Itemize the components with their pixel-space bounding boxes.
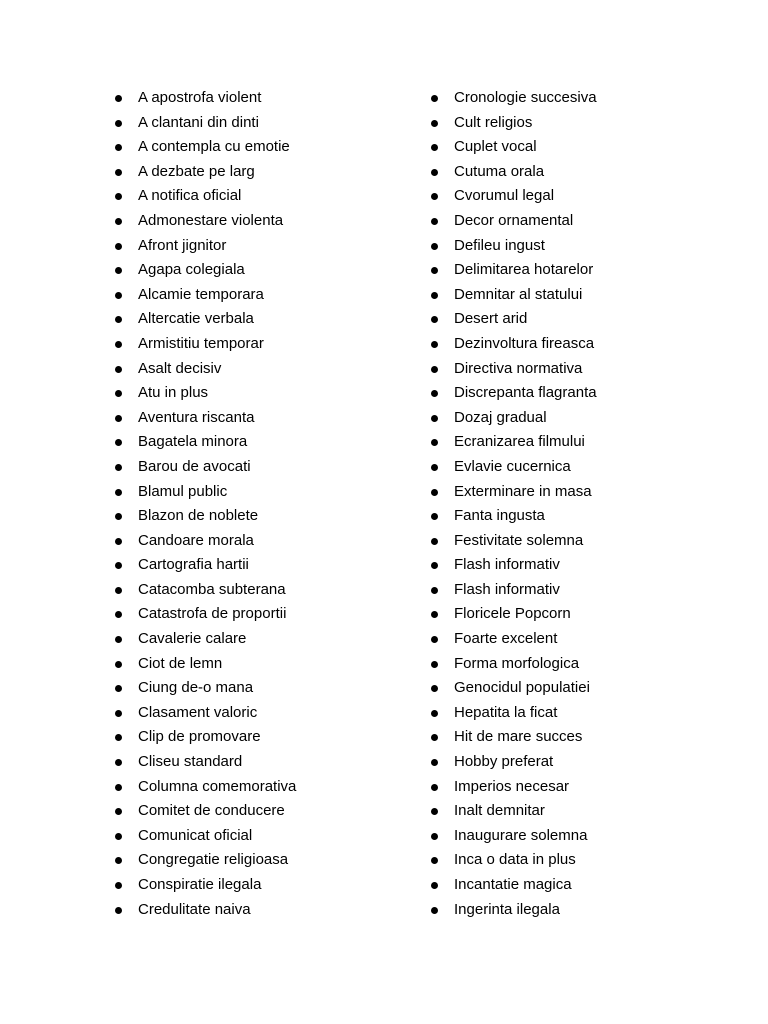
list-item (428, 135, 728, 160)
bullet-icon (115, 710, 122, 717)
bullet-icon (431, 267, 438, 274)
list-item (112, 578, 412, 603)
list-item (112, 209, 412, 234)
list-item-text: Hit de mare succes (454, 728, 583, 746)
list-item-text: Floricele Popcorn (454, 605, 571, 623)
list-item-text: Credulitate naiva (138, 900, 251, 918)
list-item (428, 873, 728, 898)
list-item (112, 307, 412, 332)
list-item (428, 258, 728, 283)
bullet-icon (115, 636, 122, 643)
list-item (428, 430, 728, 455)
list-item-text: Fanta ingusta (454, 507, 545, 525)
list-item-text: Ciot de lemn (138, 654, 223, 672)
list-item (112, 725, 412, 750)
list-item (428, 602, 728, 627)
bullet-icon (115, 907, 122, 914)
list-item (428, 848, 728, 873)
list-item-text: Clip de promovare (138, 728, 261, 746)
bullet-icon (431, 636, 438, 643)
bullet-icon (431, 120, 438, 127)
bullet-icon (431, 882, 438, 889)
list-item (428, 775, 728, 800)
list-item-text: Comunicat oficial (138, 826, 253, 844)
list-item (112, 529, 412, 554)
list-item (112, 184, 412, 209)
list-item (112, 160, 412, 185)
list-item (428, 480, 728, 505)
bullet-icon (115, 833, 122, 840)
list-item-text: Ciung de-o mana (138, 679, 254, 697)
list-item (112, 135, 412, 160)
list-item-text: Blazon de noblete (138, 507, 259, 525)
list-item (428, 283, 728, 308)
list-item-text: Barou de avocati (138, 457, 251, 475)
bullet-icon (115, 538, 122, 545)
list-item-text: Decor ornamental (454, 211, 574, 229)
list-item-text: Exterminare in masa (454, 482, 592, 500)
list-item (428, 652, 728, 677)
list-item-text: Cartografia hartii (138, 556, 249, 574)
bullet-icon (431, 661, 438, 668)
list-item (112, 824, 412, 849)
list-item-text: Hobby preferat (454, 753, 554, 771)
bullet-icon (115, 120, 122, 127)
list-item-text: Defileu ingust (454, 236, 545, 254)
list-item-text: Candoare morala (138, 531, 254, 549)
list-item (112, 504, 412, 529)
list-item (112, 898, 412, 923)
bullet-icon (431, 538, 438, 545)
list-item-text: Atu in plus (138, 384, 209, 402)
bullet-icon (115, 734, 122, 741)
list-item-text: Genocidul populatiei (454, 679, 590, 697)
bullet-icon (431, 587, 438, 594)
list-item-text: Altercatie verbala (138, 310, 254, 328)
list-item (428, 824, 728, 849)
list-item-text: Dezinvoltura fireasca (454, 334, 595, 352)
list-item-text: Alcamie temporara (138, 285, 264, 303)
bullet-icon (115, 808, 122, 815)
list-item-text: Hepatita la ficat (454, 703, 558, 721)
bullet-icon (431, 489, 438, 496)
list-item (428, 234, 728, 259)
bullet-icon (115, 193, 122, 200)
list-item (428, 332, 728, 357)
list-item-text: Discrepanta flagranta (454, 384, 597, 402)
bullet-icon (115, 316, 122, 323)
bullet-icon (431, 833, 438, 840)
bullet-icon (431, 243, 438, 250)
bullet-icon (431, 734, 438, 741)
list-item (112, 602, 412, 627)
list-item-text: Flash informativ (454, 580, 560, 598)
list-item-text: Ecranizarea filmului (454, 433, 585, 451)
list-item-text: A clantani din dinti (138, 113, 259, 131)
bullet-icon (431, 907, 438, 914)
list-item (428, 455, 728, 480)
list-item (428, 86, 728, 111)
bullet-icon (115, 857, 122, 864)
bullet-icon (431, 95, 438, 102)
list-item-text: A notifica oficial (138, 187, 242, 205)
list-item-text: Cliseu standard (138, 753, 243, 771)
bullet-icon (431, 292, 438, 299)
list-item (112, 258, 412, 283)
list-item (112, 676, 412, 701)
bullet-icon (115, 169, 122, 176)
list-item-text: Festivitate solemna (454, 531, 584, 549)
bullet-icon (115, 611, 122, 618)
bullet-icon (115, 587, 122, 594)
bullet-icon (431, 366, 438, 373)
bullet-icon (431, 464, 438, 471)
bullet-icon (431, 611, 438, 618)
bullet-icon (431, 710, 438, 717)
bullet-icon (431, 316, 438, 323)
bullet-icon (115, 513, 122, 520)
bullet-icon (431, 439, 438, 446)
list-item (428, 209, 728, 234)
bullet-icon (431, 808, 438, 815)
list-item-text: A dezbate pe larg (138, 162, 255, 180)
list-item-text: Imperios necesar (454, 777, 570, 795)
bullet-icon (431, 759, 438, 766)
bullet-icon (115, 95, 122, 102)
bullet-icon (431, 685, 438, 692)
list-item (428, 381, 728, 406)
bullet-icon (431, 390, 438, 397)
list-item (428, 529, 728, 554)
list-item (428, 111, 728, 136)
list-item (112, 775, 412, 800)
list-item (428, 504, 728, 529)
list-item-text: Afront jignitor (138, 236, 227, 254)
list-item (428, 406, 728, 431)
list-item-text: A apostrofa violent (138, 89, 262, 106)
list-item (112, 332, 412, 357)
list-item-text: Cvorumul legal (454, 187, 555, 205)
list-item (112, 283, 412, 308)
list-item (112, 455, 412, 480)
list-item (428, 553, 728, 578)
list-item (428, 357, 728, 382)
bullet-icon (115, 341, 122, 348)
bullet-icon (115, 366, 122, 373)
list-item (428, 750, 728, 775)
list-item-text: Ingerinta ilegala (454, 900, 560, 918)
list-item-text: Blamul public (138, 482, 228, 500)
list-item-text: Inca o data in plus (454, 851, 576, 869)
list-item-text: Cronologie succesiva (454, 89, 597, 106)
bullet-icon (431, 857, 438, 864)
list-item-text: Armistitiu temporar (138, 334, 264, 352)
list-item-text: A contempla cu emotie (138, 138, 290, 156)
bullet-icon (115, 759, 122, 766)
list-item (428, 627, 728, 652)
bullet-icon (115, 661, 122, 668)
list-item (112, 406, 412, 431)
list-item-text: Cutuma orala (454, 162, 545, 180)
list-item-text: Columna comemorativa (138, 777, 297, 795)
list-item (428, 578, 728, 603)
list-item-text: Evlavie cucernica (454, 457, 571, 475)
bullet-icon (431, 513, 438, 520)
bullet-list-left (112, 86, 412, 922)
list-item-text: Incantatie magica (454, 876, 572, 893)
list-item-text: Agapa colegiala (138, 261, 245, 279)
bullet-icon (115, 464, 122, 471)
list-item-text: Inalt demnitar (454, 802, 545, 820)
bullet-icon (115, 439, 122, 446)
list-item (112, 234, 412, 259)
list-item (428, 725, 728, 750)
list-item-text: Dozaj gradual (454, 408, 547, 426)
bullet-icon (115, 784, 122, 791)
list-item (112, 553, 412, 578)
list-item (112, 848, 412, 873)
list-item (112, 381, 412, 406)
list-item-text: Cuplet vocal (454, 138, 537, 156)
list-item-text: Asalt decisiv (138, 359, 222, 377)
bullet-icon (115, 144, 122, 151)
list-item (112, 701, 412, 726)
list-item (112, 111, 412, 136)
bullet-icon (115, 218, 122, 225)
bullet-icon (115, 882, 122, 889)
bullet-list-right (428, 86, 728, 922)
bullet-icon (431, 193, 438, 200)
list-item (112, 430, 412, 455)
bullet-icon (431, 218, 438, 225)
list-item-text: Desert arid (454, 310, 528, 328)
bullet-icon (115, 685, 122, 692)
list-item (112, 357, 412, 382)
list-item (428, 898, 728, 923)
bullet-icon (431, 144, 438, 151)
bullet-icon (115, 489, 122, 496)
list-item-text: Foarte excelent (454, 630, 558, 648)
list-item (112, 480, 412, 505)
list-item-text: Demnitar al statului (454, 285, 583, 303)
list-item (428, 676, 728, 701)
bullet-icon (431, 341, 438, 348)
list-item-text: Inaugurare solemna (454, 826, 588, 844)
bullet-icon (431, 562, 438, 569)
list-item-text: Comitet de conducere (138, 802, 285, 820)
list-item-text: Aventura riscanta (138, 408, 255, 426)
list-item-text: Forma morfologica (454, 654, 580, 672)
bullet-icon (431, 784, 438, 791)
list-item-text: Delimitarea hotarelor (454, 261, 594, 279)
list-item (428, 307, 728, 332)
bullet-icon (115, 562, 122, 569)
list-item (428, 184, 728, 209)
bullet-icon (115, 292, 122, 299)
list-item-text: Catacomba subterana (138, 580, 286, 598)
bullet-icon (115, 243, 122, 250)
list-item-text: Flash informativ (454, 556, 560, 574)
list-item (112, 799, 412, 824)
list-item-text: Cavalerie calare (138, 630, 247, 648)
list-item (112, 86, 412, 111)
list-item-text: Conspiratie ilegala (138, 876, 262, 893)
bullet-icon (431, 415, 438, 422)
list-item (112, 627, 412, 652)
list-item-text: Bagatela minora (138, 433, 248, 451)
list-item (428, 701, 728, 726)
list-item-text: Cult religios (454, 113, 533, 131)
bullet-icon (115, 390, 122, 397)
list-item-text: Directiva normativa (454, 359, 583, 377)
list-item-text: Catastrofa de proportii (138, 605, 287, 623)
list-item (112, 873, 412, 898)
list-item (112, 652, 412, 677)
list-item (112, 750, 412, 775)
bullet-icon (115, 415, 122, 422)
list-item-text: Congregatie religioasa (138, 851, 289, 869)
list-item (428, 799, 728, 824)
list-item-text: Clasament valoric (138, 703, 258, 721)
bullet-icon (115, 267, 122, 274)
list-item (428, 160, 728, 185)
list-item-text: Admonestare violenta (138, 211, 284, 229)
bullet-icon (431, 169, 438, 176)
